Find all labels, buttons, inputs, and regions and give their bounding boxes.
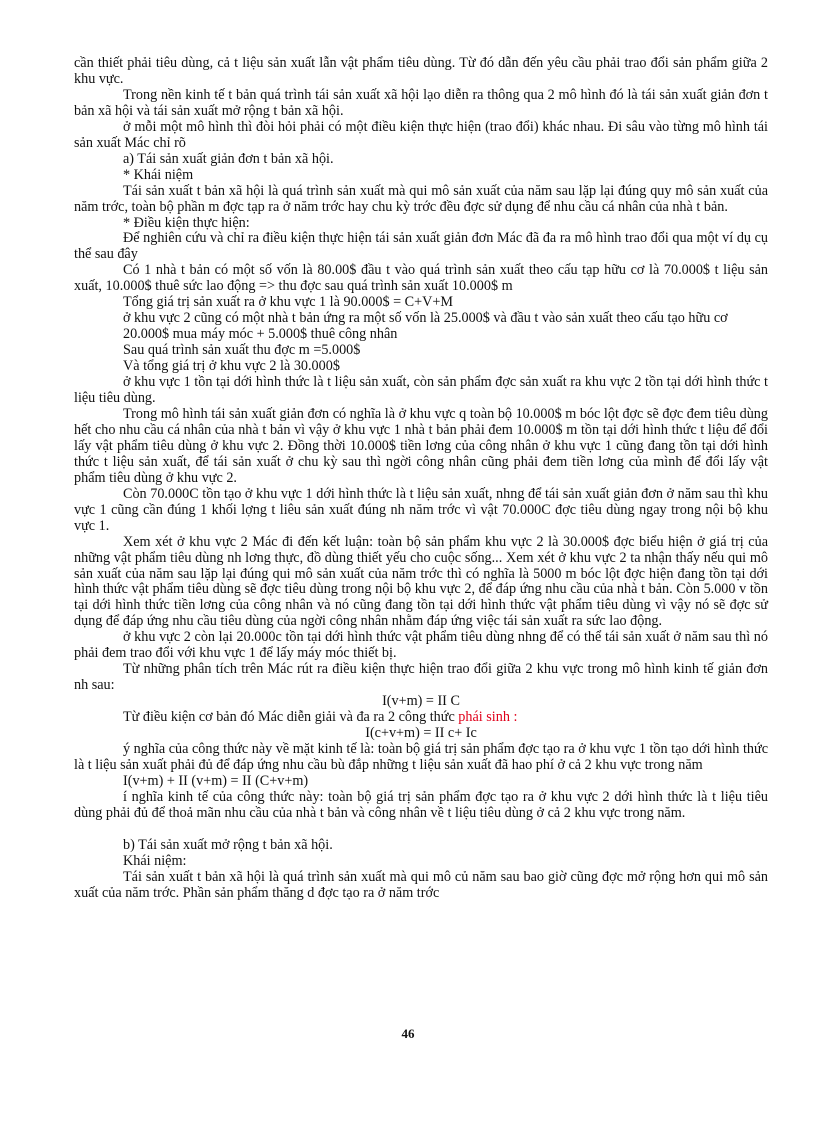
paragraph: Trong mô hình tái sản xuất giản đơn có nghĩa là ở khu vực q toàn bộ 10.000$ m bóc lột đợc sẽ đợc đem tiêu dùng hết cho nhu cầu cá nhân của nhà t bản vì vậy ở khu vực 1 nhà t bản phải đem 10.000$ m tồn tại dới hình thức t liệu để đổi lấy vật phẩm tiêu dùng ở khu vực 2. Đồng thời 10.000$ tiền lơng của công nhân ở khu vực 1 cũng đang tồn tại dới hình thức t liệu sản xuất, để tái sản xuất ở chu kỳ sau thì ngời công nhân cũng phải đem tiền lơng của mình để đổi lấy vật phẩm tiêu dùng ở khu vực 2. bbox=[74, 405, 768, 486]
paragraph: ở khu vực 2 cũng có một nhà t bản ứng ra một số vốn là 25.000$ và đầu t vào sản xuất theo cấu tạo hữu cơ bbox=[123, 310, 728, 327]
paragraph: * Khái niệm bbox=[123, 166, 194, 183]
paragraph: ở khu vực 1 tồn tại dới hình thức là t liệu sản xuất, còn sản phẩm đợc sản xuất ra khu vực 2 tồn tại dới hình thức t liệu tiêu dùng. bbox=[74, 374, 768, 407]
paragraph: Tái sản xuất t bản xã hội là quá trình sản xuất mà qui mô củ năm sau bao giờ cũng đợc mở rộng hơn qui mô sản xuất của năm trớc. Phần sản phẩm thăng d đợc tạo ra ở năm trớc bbox=[74, 868, 768, 901]
paragraph: ý nghĩa của công thức này về mặt kinh tế là: toàn bộ giá trị sản phẩm đợc tạo ra ở khu vực 1 tồn tạo dới hình thức là t liệu sản xuất phải đủ để đáp ứng nhu cầu bù đắp những t liệu sản xuất đã hao phí ở cả 2 khu vực trong năm bbox=[74, 740, 768, 773]
paragraph: Trong nền kinh tế t bản quá trình tái sản xuất xã hội lạo diễn ra thông qua 2 mô hình đó là tái sản xuất giản đơn t bản xã hội và tái sản xuất mở rộng t bản xã hội. bbox=[74, 86, 768, 119]
paragraph: Và tổng giá trị ở khu vực 2 là 30.000$ bbox=[123, 358, 340, 375]
paragraph: Để nghiên cứu và chỉ ra điều kiện thực hiện tái sản xuất giản đơn Mác đã đa ra mô hình trao đổi qua một ví dụ cụ thể sau đây bbox=[74, 230, 768, 263]
paragraph: Từ những phân tích trên Mác rút ra điều kiện thực hiện trao đổi giữa 2 khu vực trong mô hình kinh tế giản đơn nh sau: bbox=[74, 661, 768, 694]
paragraph: í nghĩa kinh tế của công thức này: toàn bộ giá trị sản phẩm đợc tạo ra ở khu vực 2 dới hình thức là t liệu tiêu dùng phải đủ để thoả mãn nhu cầu của nhà t bản và công nhân về t liệu tiêu dùng ở cả 2 khu vực trong năm. bbox=[74, 788, 768, 821]
paragraph: I(v+m) + II (v+m) = II (C+v+m) bbox=[123, 772, 309, 789]
document-body bbox=[74, 56, 768, 902]
paragraph: Tái sản xuất t bản xã hội là quá trình sản xuất mà qui mô sản xuất của năm sau lặp lại đúng quy mô sản xuất của năm trớc, toàn bộ phần m đợc tạp ra ở năm trớc hay chu kỳ trớc đều đợc sử dụng để nhu cầu cá nhân của nhà t bản. bbox=[74, 182, 768, 215]
highlighted-term: phái sinh : bbox=[458, 709, 518, 726]
formula: I(c+v+m) = II c+ Ic bbox=[365, 725, 477, 742]
paragraph bbox=[74, 710, 768, 726]
page-number: 46 bbox=[401, 1026, 415, 1041]
formula: I(v+m) = II C bbox=[382, 693, 460, 710]
paragraph: Có 1 nhà t bản có một số vốn là 80.00$ đầu t vào quá trình sản xuất theo cấu tạp hữu cơ là 70.000$ t liệu sản xuất, 10.000$ thuê sức lao động => thu đợc sau quá trình sản xuất 10.000$ m bbox=[74, 262, 768, 295]
paragraph: ở khu vực 2 còn lại 20.000c tồn tại dới hình thức vật phẩm tiêu dùng nhng để có thể tái sản xuất ở năm sau thì nó phải đem trao đổi với khu vực 1 để lấy máy móc thiết bị. bbox=[74, 629, 768, 662]
paragraph-text: Từ điều kiện cơ bản đó Mác diễn giải và đa ra 2 công thức bbox=[123, 709, 459, 726]
paragraph: Xem xét ở khu vực 2 Mác đi đến kết luận: toàn bộ sản phẩm khu vực 2 là 30.000$ đợc biểu hiện ở giá trị của những vật phẩm tiêu dùng nh lơng thực, đồ dùng thiết yếu cho cuộc sống... Xem xét ở khu vực 2 ta nhận thấy nếu qui mô sản xuất của năm sau lặp lại đúng qui mô sản xuất của năm trớc thì có nghĩa là 5000 m bóc lột đợc hiện đang tồn tại dới hình thức vật phẩm tiêu dùng sẽ đợc tiêu dùng trong nội bộ khu vực 2, để đáp ứng nhu cầu của nhà t bản. Còn 5.000 v tồn tại dới hình thức tiền lơng của công nhân và nó cũng đang tồn tại dới hình thức vật phẩm tiêu dùng vì vậy nó sẽ đợc sử dụng để đáp ứng nhu cầu tiêu dùng của ngời công nhân nhằm đáp ứng việc tái sản xuất ra sức lao động. bbox=[74, 533, 768, 630]
paragraph: 20.000$ mua máy móc + 5.000$ thuê công nhân bbox=[123, 326, 398, 343]
paragraph: Còn 70.000C tồn tạo ở khu vực 1 dới hình thức là t liệu sản xuất, nhng để tái sản xuất giản đơn ở năm sau thì khu vực 1 cũng cần đúng 1 khối lợng t liêu sản xuất đúng nh năm trớc vì vật 70.000C đợc tiêu dùng ngay trong nội bộ khu vực 1. bbox=[74, 485, 768, 534]
blank-line bbox=[74, 822, 768, 838]
paragraph: a) Tái sản xuất giản đơn t bản xã hội. bbox=[123, 150, 334, 167]
paragraph: Sau quá trình sản xuất thu đợc m =5.000$ bbox=[123, 342, 361, 359]
paragraph: cần thiết phải tiêu dùng, cả t liệu sản xuất lẫn vật phẩm tiêu dùng. Từ đó dẫn đến yêu cầu phải trao đổi sản phẩm giữa 2 khu vực. bbox=[74, 55, 768, 87]
paragraph: * Điều kiện thực hiện: bbox=[123, 214, 250, 231]
paragraph: ở mỗi một mô hình thì đòi hỏi phải có một điều kiện thực hiện (trao đổi) khác nhau. Đi sâu vào từng mô hình tái sản xuất Mác chỉ rõ bbox=[74, 118, 768, 151]
paragraph: Khái niệm: bbox=[123, 852, 187, 869]
paragraph: Tổng giá trị sản xuất ra ở khu vực 1 là 90.000$ = C+V+M bbox=[123, 294, 453, 311]
paragraph: b) Tái sản xuất mở rộng t bản xã hội. bbox=[123, 836, 333, 853]
